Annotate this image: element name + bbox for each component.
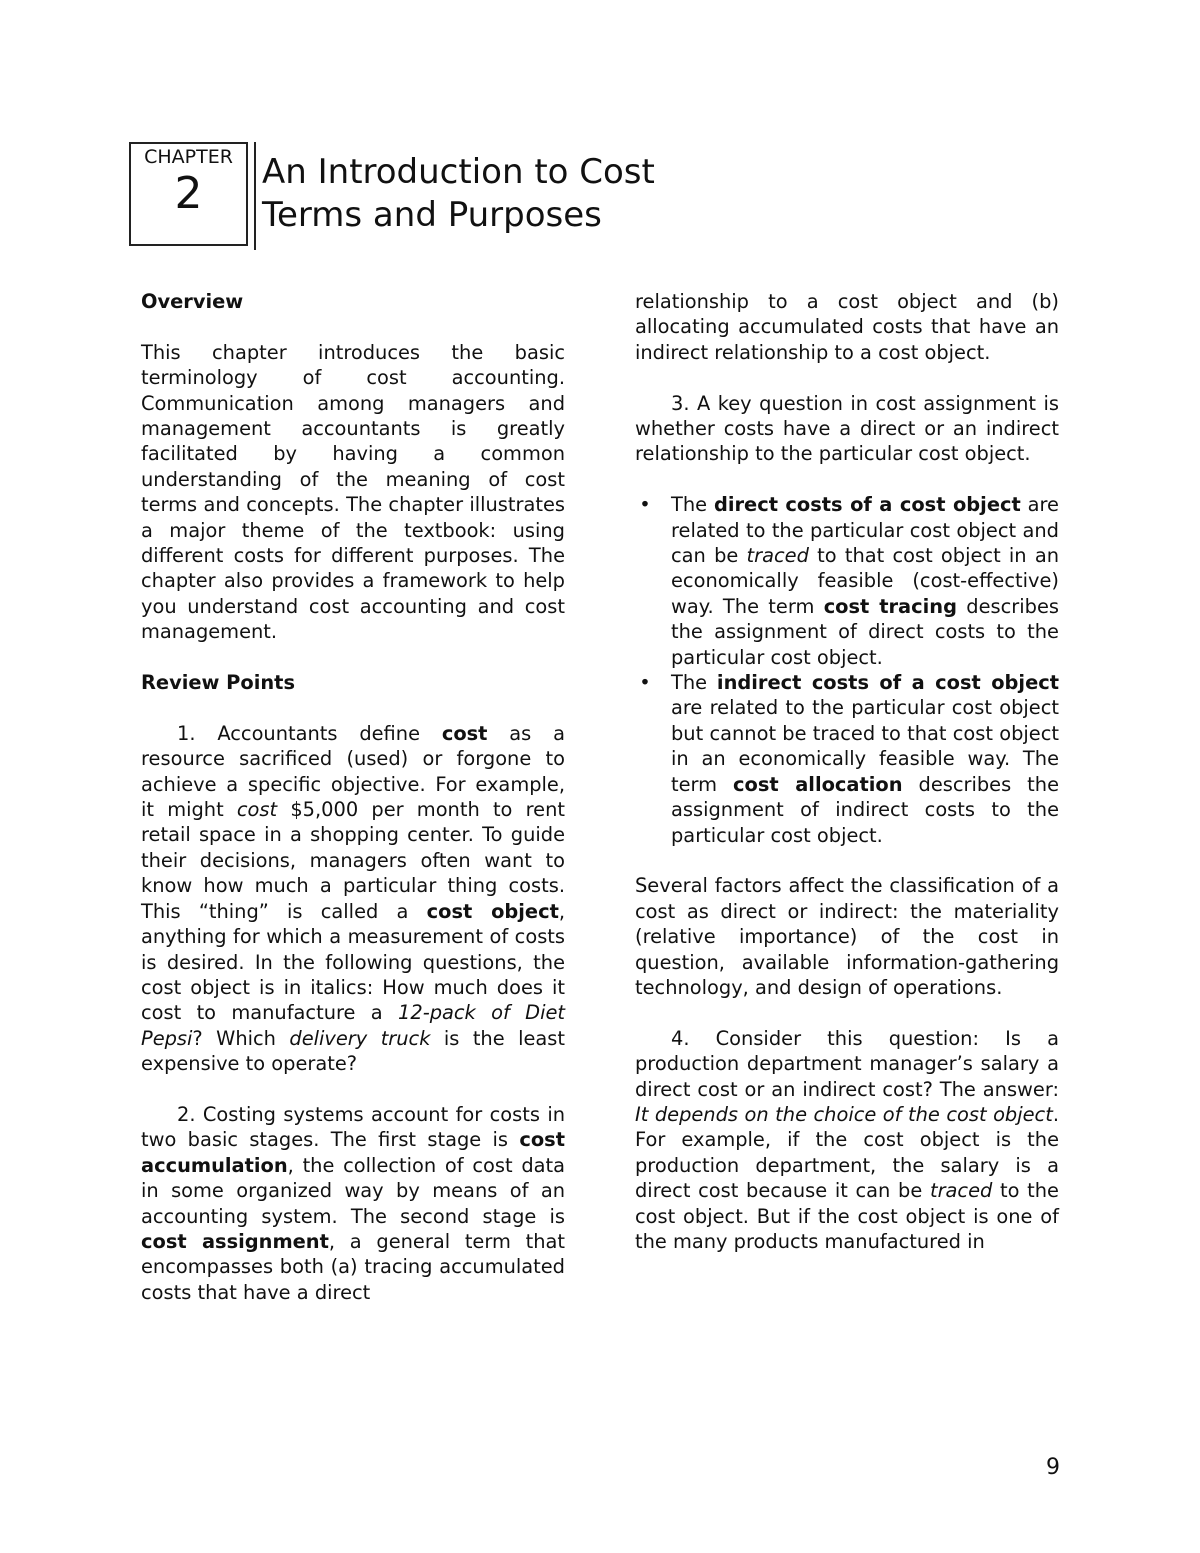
chapter-title: [262, 151, 732, 237]
chapter-label: CHAPTER: [144, 146, 233, 168]
chapter-number: 2: [174, 168, 203, 219]
review-point-3: 3. A key question in cost assignment is whether costs have a direct or an indirect relationship to the particular cost object.: [635, 391, 1059, 466]
bullet-icon: •: [639, 493, 651, 517]
cost-type-list: [635, 492, 1059, 848]
review-point-4: 4. Consider this question: Is a production department manager’s salary a direct cost or an indirect cost? The answer: It depends on the choice of the cost object. For example, if the cost object is the production department, the salary is a direct cost because it can be traced to the cost object. But if the cost object is one of the many products manufactured in: [635, 1026, 1059, 1253]
right-column: [635, 289, 1059, 1280]
title-divider: [254, 142, 256, 250]
overview-paragraph: This chapter introduces the basic terminology of cost accounting. Communication among managers and management accountants is greatly facilitated by having a common understanding of the meaning of cost terms and concepts. The chapter illustrates a major theme of the textbook: using different costs for different purposes. The chapter also provides a framework to help you understand cost accounting and cost management.: [141, 340, 565, 644]
review-points-heading: Review Points: [141, 671, 295, 695]
left-column: [141, 289, 565, 1331]
list-item: • The indirect costs of a cost object are related to the particular cost object but cannot be traced to that cost object in an economically feasible way. The term cost allocation describes the assignment of indirect costs to the particular cost object.: [635, 670, 1059, 848]
chapter-title-line-2: Terms and Purposes: [262, 195, 602, 235]
chapter-title-line-1: An Introduction to Cost: [262, 152, 655, 192]
chapter-box: [129, 142, 248, 246]
overview-heading: Overview: [141, 290, 244, 313]
bullet-icon: •: [639, 671, 651, 695]
list-item: • The direct costs of a cost object are related to the particular cost object and can be traced to that cost object in an economically feasible (cost-effective) way. The term cost tracing describes the assignment of direct costs to the particular cost object.: [635, 492, 1059, 670]
page-number: 9: [1046, 1455, 1060, 1480]
review-point-1: 1. Accountants define cost as a resource sacrificed (used) or forgone to achieve a specific objective. For example, it might cost $5,000 per month to rent retail space in a shopping center. To guide their decisions, managers often want to know how much a particular thing costs. This “thing” is called a cost object, anything for which a measurement of costs is desired. In the following questions, the cost object is in italics: How much does it cost to manufacture a 12-pack of Diet Pepsi? Which delivery truck is the least expensive to operate?: [141, 721, 566, 1076]
classification-factors-paragraph: Several factors affect the classification of a cost as direct or indirect: the materiality (relative importance) of the cost in question, available information-gathering technology, and design of operations.: [635, 874, 1059, 999]
review-point-2-continued: relationship to a cost object and (b) allocating accumulated costs that have an indirect relationship to a cost object.: [635, 290, 1059, 364]
review-point-2: 2. Costing systems account for costs in two basic stages. The first stage is cost accumulation, the collection of cost data in some organized way by means of an accounting system. The second stage is cost assignment, a general term that encompasses both (a) tracing accumulated costs that have a direct: [141, 1102, 565, 1304]
